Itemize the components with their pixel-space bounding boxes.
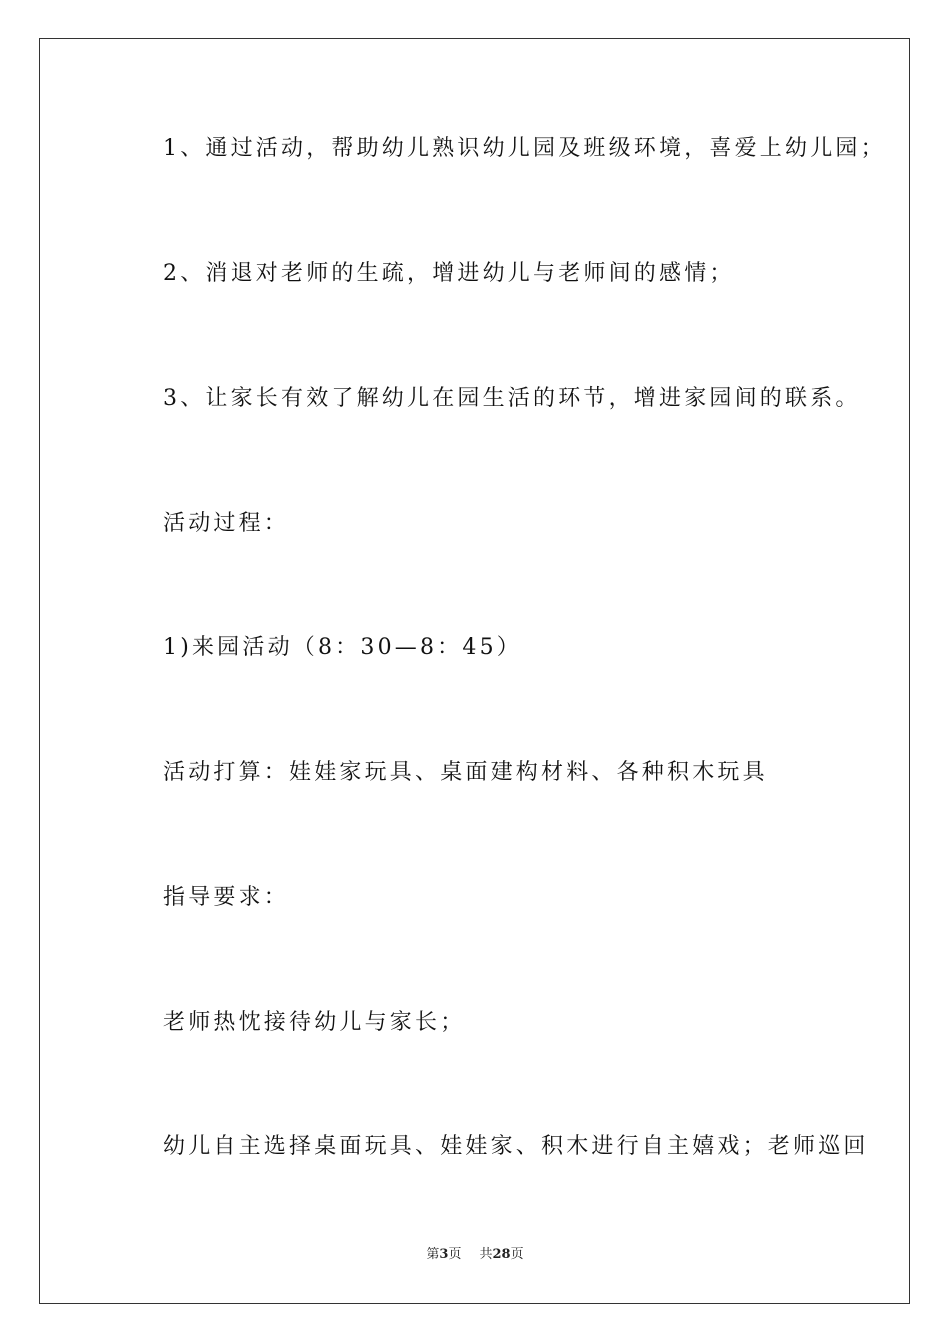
page-number-current: 3 xyxy=(439,1247,449,1262)
guidance-item-1: 老师热忱接待幼儿与家长； xyxy=(163,1010,466,1035)
section-heading-process: 活动过程： xyxy=(163,511,290,536)
page-footer xyxy=(0,1246,950,1264)
page-number-total: 28 xyxy=(492,1247,511,1262)
guidance-item-2: 幼儿自主选择桌面玩具、娃娃家、积木进行自主嬉戏；老师巡回 xyxy=(163,1134,869,1159)
total-unit: 页 xyxy=(510,1247,524,1262)
goal-item-2: 2、消退对老师的生疏，增进幼儿与老师间的感情； xyxy=(163,261,735,286)
activity-step-heading: 1)来园活动（8：30—8：45） xyxy=(163,635,522,660)
guidance-heading: 指导要求： xyxy=(163,885,290,910)
total-prefix: 共 xyxy=(479,1247,493,1262)
goal-item-1: 1、通过活动，帮助幼儿熟识幼儿园及班级环境，喜爱上幼儿园； xyxy=(163,136,886,161)
goal-item-3: 3、让家长有效了解幼儿在园生活的环节，增进家园间的联系。 xyxy=(163,386,861,411)
activity-preparation: 活动打算：娃娃家玩具、桌面建构材料、各种积木玩具 xyxy=(163,760,768,785)
page-prefix: 第 xyxy=(426,1247,440,1262)
page-unit: 页 xyxy=(448,1247,462,1262)
page-border xyxy=(39,38,910,1304)
